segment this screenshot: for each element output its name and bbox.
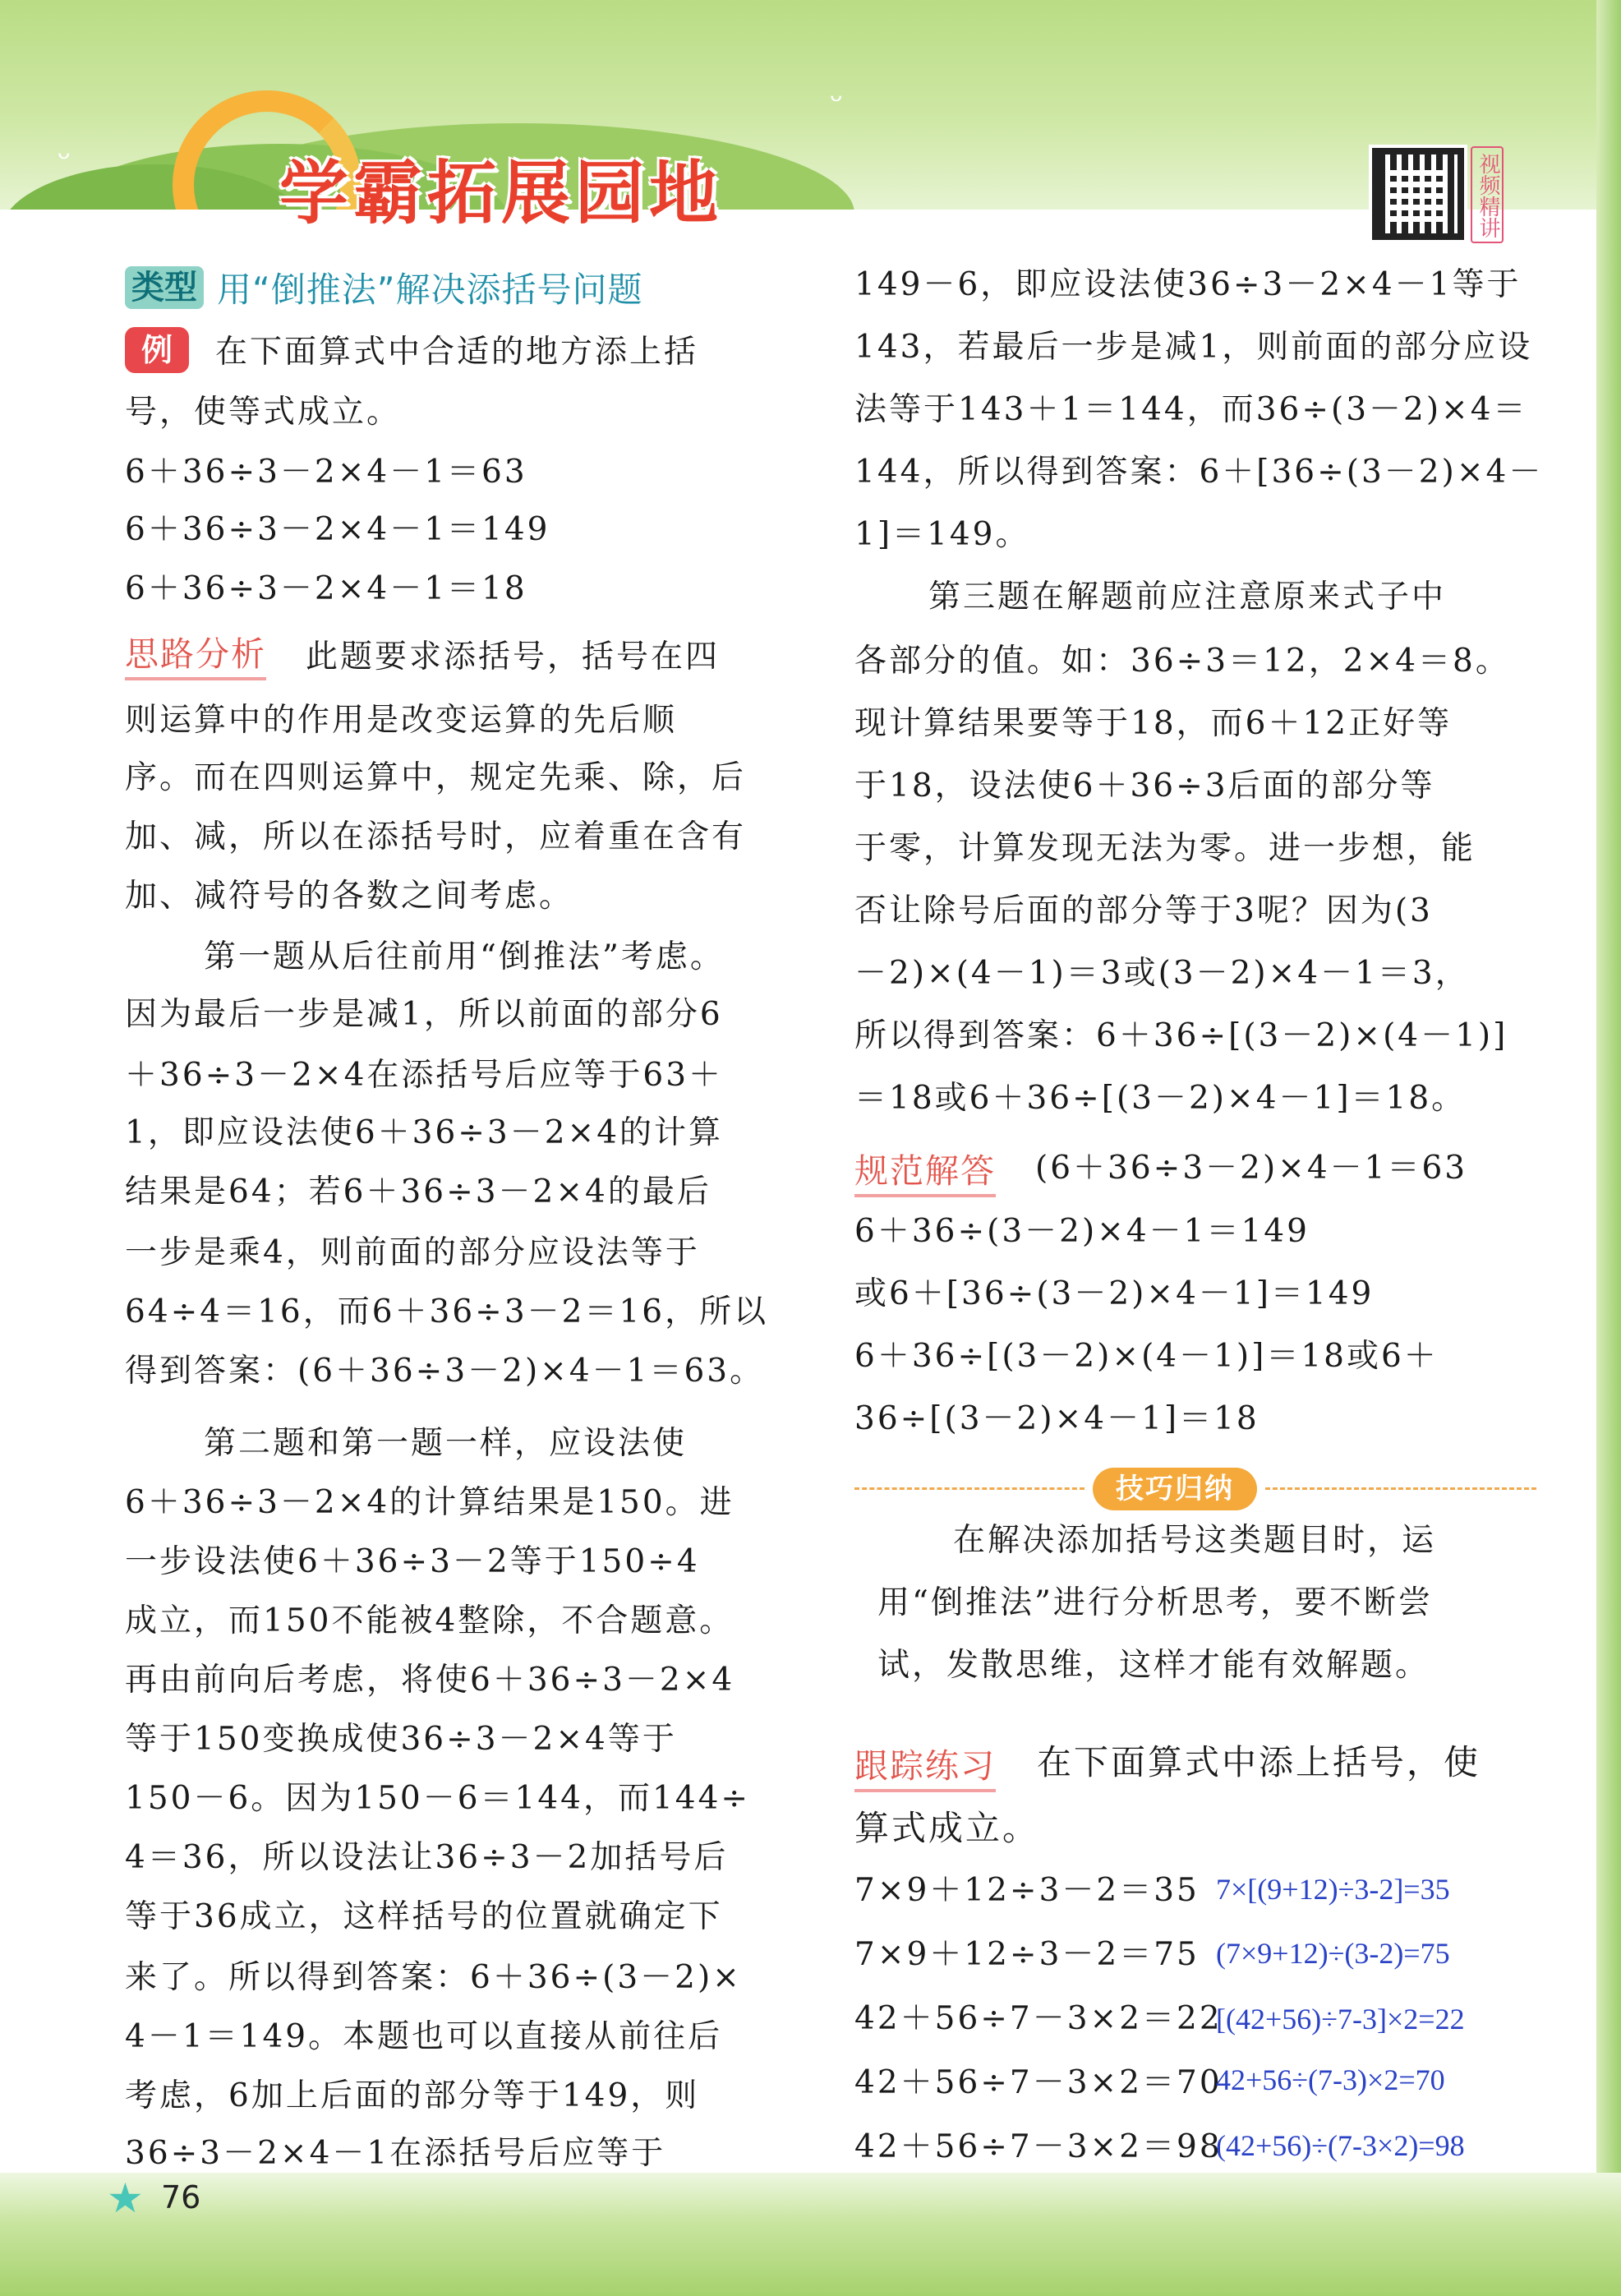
analysis-line: 143，若最后一步是减1，则前面的部分应设	[854, 329, 1533, 366]
analysis-line: 36÷3－2×4－1在添括号后应等于	[125, 2135, 666, 2172]
tip-divider	[1265, 1487, 1536, 1491]
example-equation: 6＋36÷3－2×4－1＝149	[125, 511, 550, 548]
analysis-line: 因为最后一步是减1，所以前面的部分6	[125, 996, 723, 1033]
analysis-line: 于18，设法使6＋36÷3后面的部分等	[854, 768, 1435, 805]
analysis-line: ＋36÷3－2×4在添括号后应等于63＋	[125, 1057, 724, 1094]
analysis-line: 第三题在解题前应注意原来式子中	[928, 579, 1447, 615]
analysis-line: ＝18或6＋36÷[(3－2)×4－1]＝18。	[854, 1080, 1467, 1117]
analysis-label: 思路分析	[125, 627, 266, 680]
practice-label: 跟踪练习	[854, 1739, 996, 1792]
analysis-line: 6＋36÷3－2×4的计算结果是150。进	[125, 1484, 735, 1521]
bird-icon: ᵕ	[58, 140, 71, 178]
answer-line: 36÷[(3－2)×4－1]＝18	[854, 1400, 1259, 1437]
analysis-line: 考虑，6加上后面的部分等于149，则	[125, 2077, 700, 2114]
analysis-line: 各部分的值。如：36÷3＝12，2×4＝8。	[854, 643, 1510, 680]
practice-problem: 42＋56÷7－3×2＝98	[854, 2128, 1223, 2165]
type-title: 用“倒推法”解决添括号问题	[217, 270, 643, 310]
analysis-line: 结果是64；若6＋36÷3－2×4的最后	[125, 1173, 711, 1210]
analysis-line: 等于36成立，这样括号的位置就确定下	[125, 1898, 723, 1935]
practice-answer: (7×9+12)÷(3-2)=75	[1216, 1937, 1450, 1970]
analysis-line: 再由前向后考虑，将使6＋36÷3－2×4	[125, 1662, 735, 1699]
analysis-line: 序。而在四则运算中，规定先乘、除，后	[125, 759, 747, 796]
example-equation: 6＋36÷3－2×4－1＝63	[125, 454, 527, 491]
analysis-line: 一步是乘4，则前面的部分应设法等于	[125, 1234, 700, 1271]
type-heading	[125, 261, 643, 314]
analysis-line: 等于150变换成使36÷3－2×4等于	[125, 1721, 677, 1758]
practice-answer: 42+56÷(7-3)×2=70	[1216, 2063, 1445, 2096]
analysis-line: 来了。所以得到答案：6＋36÷(3－2)×	[125, 1959, 742, 1996]
analysis-line: 144，所以得到答案：6＋[36÷(3－2)×4－	[854, 454, 1544, 491]
example-text: 在下面算式中合适的地方添上括	[215, 334, 699, 371]
analysis-line: 此题要求添括号，括号在四	[306, 639, 721, 675]
analysis-line: 法等于143＋1＝144，而36÷(3－2)×4＝	[854, 391, 1528, 428]
footer-background	[0, 2173, 1621, 2296]
analysis-line: 则运算中的作用是改变运算的先后顺	[125, 702, 678, 739]
practice-problem: 42＋56÷7－3×2＝22	[854, 2000, 1223, 2037]
analysis-line: 150－6。因为150－6＝144，而144÷	[125, 1780, 751, 1817]
analysis-line: 于零，计算发现无法为零。进一步想，能	[854, 830, 1476, 867]
tip-text: 用“倒推法”进行分析思考，要不断尝	[877, 1584, 1433, 1621]
page-number: 76	[161, 2179, 201, 2215]
qr-code-icon[interactable]	[1372, 148, 1464, 240]
analysis-line: 1]＝149。	[854, 516, 1030, 553]
practice-problem: 7×9＋12÷3－2＝75	[854, 1936, 1200, 1973]
answer-line: (6＋36÷3－2)×4－1＝63	[1035, 1150, 1468, 1187]
analysis-line: －2)×(4－1)＝3或(3－2)×4－1＝3，	[854, 955, 1470, 992]
page-title: 学霸拓展园地	[279, 153, 724, 233]
analysis-line: 成立，而150不能被4整除，不合题意。	[125, 1602, 735, 1639]
analysis-line: 149－6，即应设法使36÷3－2×4－1等于	[854, 266, 1522, 303]
type-badge: 类型	[125, 266, 204, 309]
example-badge: 例	[125, 327, 189, 373]
analysis-line: 第一题从后往前用“倒推法”考虑。	[204, 938, 725, 975]
analysis-line: 加、减符号的各数之间考虑。	[125, 878, 574, 915]
answer-line: 6＋36÷[(3－2)×(4－1)]＝18或6＋	[854, 1338, 1439, 1375]
page-edge-decoration	[1596, 0, 1621, 2296]
analysis-line: 4＝36，所以设法让36÷3－2加括号后	[125, 1839, 729, 1876]
practice-answer: [(42+56)÷7-3]×2=22	[1216, 2003, 1465, 2036]
star-icon: ★	[107, 2174, 144, 2222]
practice-problem: 42＋56÷7－3×2＝70	[854, 2064, 1223, 2101]
example-text: 号，使等式成立。	[125, 394, 402, 431]
tip-divider	[854, 1487, 1085, 1491]
analysis-line: 否让除号后面的部分等于3呢？因为(3	[854, 892, 1433, 929]
tip-text: 试，发散思维，这样才能有效解题。	[877, 1647, 1430, 1684]
tip-text: 在解决添加括号这类题目时，运	[953, 1522, 1437, 1559]
answer-line: 或6＋[36÷(3－2)×4－1]＝149	[854, 1275, 1375, 1312]
analysis-line: 64÷4＝16，而6＋36÷3－2＝16，所以	[125, 1293, 769, 1330]
analysis-line: 1，即应设法使6＋36÷3－2×4的计算	[125, 1114, 724, 1151]
answer-line: 6＋36÷(3－2)×4－1＝149	[854, 1213, 1310, 1250]
practice-answer: (42+56)÷(7-3×2)=98	[1216, 2129, 1465, 2162]
analysis-line: 所以得到答案：6＋36÷[(3－2)×(4－1)]	[854, 1017, 1508, 1054]
analysis-line: 现计算结果要等于18，而6＋12正好等	[854, 705, 1453, 742]
example-equation: 6＋36÷3－2×4－1＝18	[125, 570, 527, 607]
practice-instruction: 在下面算式中添上括号，使	[1037, 1742, 1481, 1782]
bird-icon: ᵕ	[830, 82, 844, 120]
practice-instruction: 算式成立。	[854, 1808, 1040, 1848]
tip-badge: 技巧归纳	[1093, 1468, 1257, 1510]
analysis-line: 得到答案：(6＋36÷3－2)×4－1＝63。	[125, 1353, 765, 1390]
video-lecture-tag[interactable]: 视频精讲	[1471, 146, 1504, 243]
analysis-line: 一步设法使6＋36÷3－2等于150÷4	[125, 1543, 700, 1580]
practice-problem: 7×9＋12÷3－2＝35	[854, 1872, 1200, 1909]
practice-answer: 7×[(9+12)÷3-2]=35	[1216, 1873, 1450, 1906]
analysis-line: 4－1＝149。本题也可以直接从前往后	[125, 2018, 723, 2055]
analysis-line: 加、减，所以在添括号时，应着重在含有	[125, 818, 747, 855]
standard-answer-label: 规范解答	[854, 1144, 996, 1197]
analysis-line: 第二题和第一题一样，应设法使	[204, 1425, 688, 1462]
